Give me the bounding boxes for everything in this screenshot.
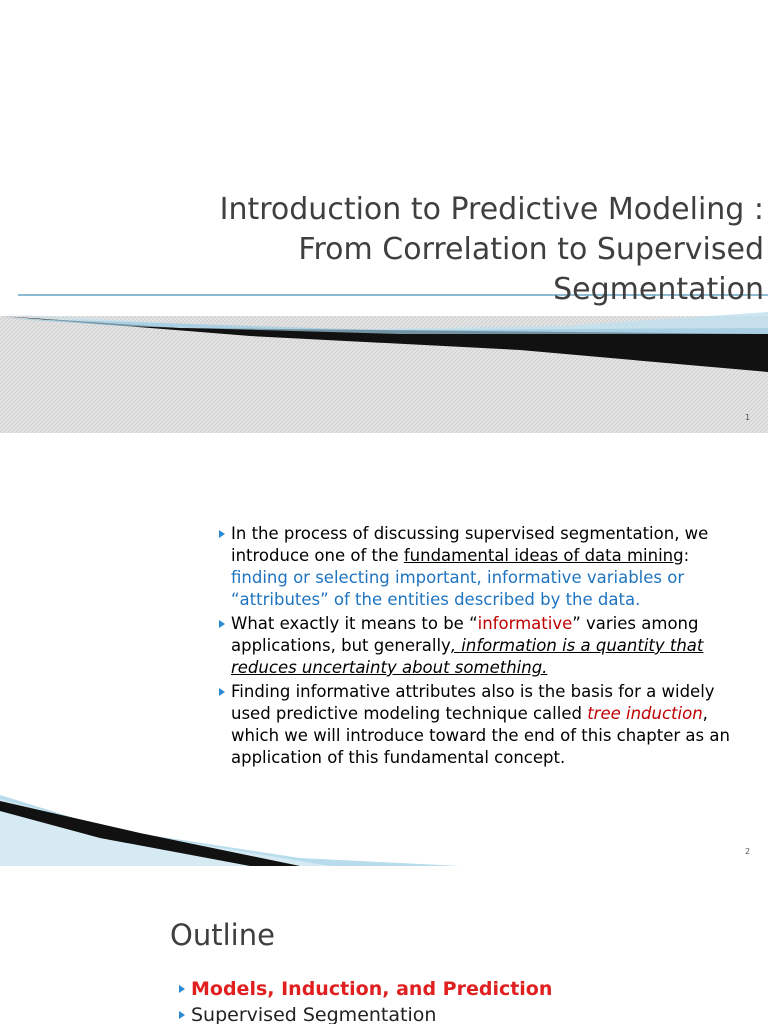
bullet-text [231, 613, 766, 635]
bullet-text: application of this fundamental concept. [231, 748, 566, 767]
bullet-arrow-icon [179, 985, 185, 993]
outline-item-active [176, 976, 552, 1002]
outline-list [176, 976, 552, 1024]
text-run: applications, but generally [231, 636, 451, 655]
slide-number: 1 [745, 413, 751, 422]
text-run: introduce one of the [231, 546, 404, 565]
content-slide [0, 433, 768, 866]
slide-number: 2 [745, 847, 751, 856]
bullet-text [231, 545, 766, 567]
outline-item-label: Models, Induction, and Prediction [191, 978, 553, 1000]
bullet-text [231, 703, 766, 725]
bullet-text: Finding informative attributes also is the basis for a widely [231, 682, 715, 701]
highlight-text: “attributes” of the entities described by the data. [231, 590, 641, 609]
bullet-text: which we will introduce toward the end of this chapter as an [231, 726, 730, 745]
text-run: , [702, 704, 708, 723]
red-text: informative [477, 614, 573, 633]
text-run: used predictive modeling technique called [231, 704, 588, 723]
bullet-list [216, 523, 766, 769]
title-line: Introduction to Predictive Modeling : [219, 192, 764, 227]
outline-item-label: Supervised Segmentation [191, 1004, 437, 1024]
bullet-arrow-icon [219, 688, 225, 696]
slide-title [124, 190, 764, 310]
outline-title: Outline [170, 918, 275, 952]
outline-slide [0, 866, 768, 1024]
bullet-item [216, 681, 766, 769]
bullet-item [216, 523, 766, 611]
text-run: ” varies among [572, 614, 699, 633]
highlight-text: finding or selecting important, informative variables or [231, 568, 685, 587]
bullet-text [231, 635, 766, 657]
title-slide [0, 0, 768, 433]
text-run: : [683, 546, 690, 565]
underlined-italic-text: reduces uncertainty about something. [231, 658, 548, 677]
bullet-item [216, 613, 766, 679]
text-run: What exactly it means to be “ [231, 614, 478, 633]
bullet-arrow-icon [179, 1011, 185, 1019]
bullet-text: In the process of discussing supervised segmentation, we [231, 524, 709, 543]
outline-item [176, 1002, 552, 1024]
red-italic-text: tree induction [587, 704, 703, 723]
underlined-text: fundamental ideas of data mining [403, 546, 684, 565]
title-line: Segmentation [553, 272, 764, 307]
bullet-arrow-icon [219, 530, 225, 538]
underlined-italic-text: , information is a quantity that [450, 636, 704, 655]
title-line: From Correlation to Supervised [298, 232, 764, 267]
bullet-arrow-icon [219, 620, 225, 628]
